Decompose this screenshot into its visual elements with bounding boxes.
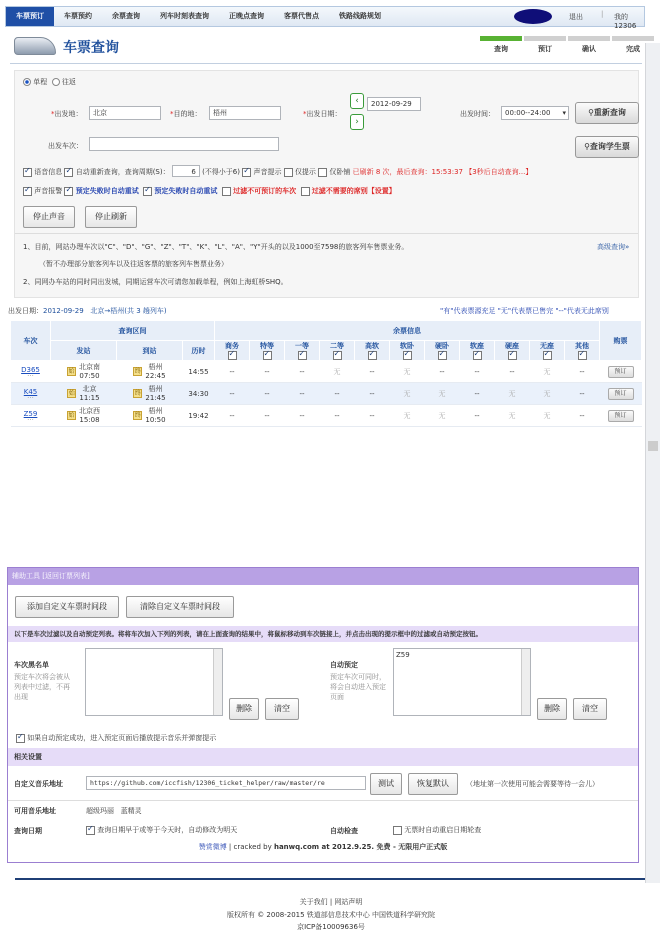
query-date-checkbox[interactable] [86, 826, 95, 835]
clear-period-button[interactable]: 清除自定义车票时间段 [126, 596, 234, 618]
retry-checkbox-2[interactable] [143, 187, 152, 196]
to-label-wrap: *目的地： [170, 110, 202, 118]
summary-date-label: 出发日期： [8, 307, 43, 315]
seat-availability: -- [460, 383, 495, 405]
end-station-icon: 终 [134, 368, 141, 375]
panel-divider [15, 233, 638, 234]
filter-unbookable-label: 过滤不可预订的车次 [233, 187, 297, 195]
seat-name: 无座 [540, 342, 554, 350]
to-input[interactable]: 梧州 [209, 106, 281, 120]
seat-availability: 无 [495, 405, 530, 427]
music-label: 自定义音乐地址 [14, 780, 63, 788]
table-row [11, 405, 642, 427]
trainno-input[interactable] [89, 137, 279, 151]
search-icon: ⚲ [588, 108, 594, 117]
retry-label-2: 预定失败时自动重试 [154, 187, 218, 195]
step-bar-done [612, 36, 654, 41]
blacklist-clear-button[interactable]: 清空 [265, 698, 299, 720]
auto-requery-checkbox[interactable] [64, 168, 73, 177]
related-settings: 相关设置 [8, 748, 638, 766]
success-option [16, 733, 216, 743]
footer-divider [15, 878, 645, 880]
tab-remaining[interactable]: 余票查询 [112, 12, 140, 20]
music-restore-button[interactable]: 恢复默认 [408, 773, 458, 795]
stop-sound-button[interactable]: 停止声音 [23, 206, 75, 228]
book-cell [600, 383, 642, 405]
single-radio[interactable] [23, 78, 31, 86]
time-value: 00:00--24:00 [505, 109, 551, 117]
start-station-icon: 始 [68, 390, 75, 397]
col-seat [495, 341, 530, 361]
col-duration: 历时 [183, 341, 215, 361]
cycle-hint: (不得小于6) [202, 168, 240, 176]
seat-availability: -- [355, 405, 390, 427]
trip-type [23, 77, 76, 87]
seat-filter-checkbox[interactable] [403, 351, 412, 360]
round-label: 往返 [61, 78, 76, 86]
seat-name: 二等 [330, 342, 344, 350]
seat-legend: "有"代表票源充足 "无"代表票已售完 "--"代表无此席别 [440, 307, 609, 315]
blacklist-delete-button[interactable]: 删除 [229, 698, 259, 720]
note-2: 2、同网办车站的同时同出发城，同期运营车次可请您加载单程，例如上海虹桥SHQ。 [23, 278, 288, 286]
seat-name: 高软 [365, 342, 379, 350]
seat-filter-checkbox[interactable] [368, 351, 377, 360]
seat-filter-checkbox[interactable] [333, 351, 342, 360]
seat-availability: 无 [390, 405, 425, 427]
scrollbar-thumb[interactable] [648, 441, 658, 451]
seat-availability: -- [320, 405, 355, 427]
voice-info-label: 语音信息 [34, 168, 63, 176]
note-1b: （暂不办理部分旅客列车以及往返客票的旅客列车售票业务） [39, 260, 228, 268]
book-cell [600, 361, 642, 383]
round-radio[interactable] [52, 78, 60, 86]
col-seat [530, 341, 565, 361]
redacted-username [514, 9, 552, 24]
to-time: 21:45 [145, 393, 166, 402]
train-number-cell [11, 383, 51, 405]
requery-button[interactable] [575, 102, 639, 124]
end-station-icon: 终 [134, 390, 141, 397]
seat-filter-checkbox[interactable] [473, 351, 482, 360]
autocheck-checkbox[interactable] [393, 826, 402, 835]
aux-head[interactable]: 辅助工具 [返回订票列表] [8, 568, 638, 585]
step-bar-query [480, 36, 522, 41]
seat-availability: 无 [530, 361, 565, 383]
avail-music-1[interactable]: 超级玛丽 [86, 807, 114, 815]
col-seat [320, 341, 355, 361]
options-row-1 [23, 165, 532, 177]
sound-alarm-checkbox[interactable] [23, 187, 32, 196]
to-time: 10:50 [145, 415, 166, 424]
date-label-wrap: *出发日期： [303, 110, 342, 118]
advanced-label: 高级查询 [597, 243, 625, 251]
book-button[interactable]: 预订 [608, 366, 634, 378]
col-range: 查询区间 [51, 321, 215, 341]
from-input[interactable]: 北京 [89, 106, 161, 120]
stop-refresh-button[interactable]: 停止刷新 [85, 206, 137, 228]
step-done: 完成 [626, 45, 640, 53]
query-date-opt-label: 查询日期早于或等于今天时，自动修改为明天 [97, 826, 238, 834]
from-station: 北京南 [79, 362, 100, 371]
from-time: 15:08 [79, 415, 100, 424]
seat-availability: -- [215, 361, 250, 383]
seat-availability: -- [425, 361, 460, 383]
seat-availability: -- [355, 361, 390, 383]
query-date-option [86, 825, 237, 835]
seat-filter-checkbox[interactable] [228, 351, 237, 360]
single-label: 单程 [33, 78, 48, 86]
seat-filter-checkbox[interactable] [298, 351, 307, 360]
step-confirm: 确认 [582, 45, 596, 53]
seat-filter-checkbox[interactable] [543, 351, 552, 360]
filter-seat-checkbox[interactable] [301, 187, 310, 196]
from-cell [51, 361, 117, 383]
seat-availability: 无 [425, 383, 460, 405]
train-number-link[interactable]: Z59 [23, 409, 38, 418]
book-button[interactable]: 预订 [608, 388, 634, 400]
seat-name: 商务 [225, 342, 239, 350]
tab-timetable[interactable]: 列车时刻表查询 [160, 12, 209, 20]
sound-prompt-label: 声音提示 [253, 168, 282, 176]
music-hint: （地址第一次使用可能会需要等待一会儿） [466, 780, 599, 788]
header-divider [10, 63, 642, 64]
page-title: 车票查询 [63, 40, 119, 56]
col-seat [285, 341, 320, 361]
time-select[interactable] [501, 106, 569, 120]
seat-availability: 无 [530, 405, 565, 427]
tab-route-plan[interactable]: 铁路线路规划 [339, 12, 381, 20]
to-time: 22:45 [145, 371, 166, 380]
seat-availability: -- [215, 405, 250, 427]
seat-availability: -- [460, 361, 495, 383]
seat-availability: -- [250, 405, 285, 427]
autobook-clear-button[interactable]: 清空 [573, 698, 607, 720]
col-seats: 余票信息 [215, 321, 600, 341]
credit-line [8, 842, 638, 852]
autocheck-opt-label: 无票时自动重启日期轮查 [404, 826, 482, 834]
from-time: 07:50 [79, 371, 100, 380]
filter-seat-label: 过滤不需要的席别【设置】 [311, 187, 396, 195]
col-seat [215, 341, 250, 361]
blacklist-scrollbar[interactable] [213, 649, 222, 715]
to-station: 梧州 [148, 362, 163, 371]
music-test-button[interactable]: 测试 [370, 773, 402, 795]
to-cell [117, 361, 183, 383]
sleeper-only-checkbox[interactable] [318, 168, 327, 177]
seat-availability: 无 [530, 383, 565, 405]
train-number-link[interactable]: D365 [21, 365, 40, 374]
to-cell [117, 383, 183, 405]
trainno-label: 出发车次： [48, 142, 83, 150]
next-date-button[interactable]: › [350, 114, 364, 130]
step-bar-confirm [568, 36, 610, 41]
from-label: 出发地： [54, 110, 83, 118]
seat-name: 软座 [470, 342, 484, 350]
nav-separator: | [601, 10, 604, 18]
seat-availability: -- [215, 383, 250, 405]
seat-availability: -- [460, 405, 495, 427]
train-logo-icon [14, 37, 56, 55]
step-book: 预订 [538, 45, 552, 53]
retry-label-1: 预定失败时自动重试 [75, 187, 139, 195]
note-1: 1、目前，网站办理车次以"C"、"D"、"G"、"Z"、"T"、"K"、"L"、"A"、"Y"开头的以及1000至7598的旅客列车售票业务。 [23, 243, 409, 251]
seat-availability: -- [250, 361, 285, 383]
from-station: 北京 [82, 384, 97, 393]
credit-c: hanwq.com at 2012.9.25. [273, 843, 375, 851]
seat-availability: -- [320, 383, 355, 405]
query-panel [14, 70, 639, 298]
refresh-status: 已刷新 8 次，最后查询：15:53:37 【3秒后自动查询...】 [352, 168, 533, 176]
to-station: 梧州 [148, 384, 163, 393]
step-bar-book [524, 36, 566, 41]
duration-cell: 19:42 [183, 405, 215, 427]
seat-availability: -- [355, 383, 390, 405]
blacklist-title: 车次黑名单 [14, 661, 49, 669]
sleeper-only-label: 仅卧铺 [329, 168, 351, 176]
sound-alarm-label: 声音报警 [34, 187, 63, 195]
to-cell [117, 405, 183, 427]
duration-cell: 34:30 [183, 383, 215, 405]
auto-requery-label: 自动重新查询，查询周期(S)： [75, 168, 170, 176]
credit-b: | cracked by [226, 843, 274, 851]
stop-dots: ··· [27, 371, 34, 380]
col-seat [565, 341, 600, 361]
results-table [10, 320, 642, 427]
summary-date: 2012-09-29 [43, 307, 84, 315]
seat-name: 硬座 [505, 342, 519, 350]
tab-agents[interactable]: 客票代售点 [284, 12, 319, 20]
autobook-title: 自动预定 [330, 661, 358, 669]
autobook-textarea[interactable] [393, 648, 531, 716]
start-station-icon: 始 [68, 368, 75, 375]
autocheck-label: 自动检查 [330, 827, 358, 835]
time-label: 出发时间： [460, 110, 495, 118]
retry-checkbox-1[interactable] [64, 187, 73, 196]
seat-availability: -- [285, 405, 320, 427]
requery-label: 重新查询 [593, 108, 626, 117]
seat-availability: -- [565, 383, 600, 405]
book-button[interactable]: 预订 [608, 410, 634, 422]
sound-prompt-checkbox[interactable] [242, 168, 251, 177]
seat-availability: -- [495, 361, 530, 383]
seat-name: 一等 [295, 342, 309, 350]
double-chevron-down-icon: » [625, 243, 630, 251]
col-seat [390, 341, 425, 361]
autobook-scrollbar[interactable] [521, 649, 530, 715]
seat-availability: 无 [425, 405, 460, 427]
aux-tip: 以下是车次过滤以及自动预定列表。将将车次加入下列的列表，请在上面查询的结果中，将鼠标移动到车次链接上，并点击出现的提示框中的过滤或自动预定按钮。 [8, 626, 638, 642]
prev-date-button[interactable]: ‹ [350, 93, 364, 109]
search-icon-2: ⚲ [584, 142, 590, 151]
seat-filter-checkbox[interactable] [508, 351, 517, 360]
student-query-button[interactable] [575, 136, 639, 158]
summary-route: 北京→梧州(共 3 趟列车) [90, 307, 167, 315]
logout-link[interactable]: 退出 [569, 13, 583, 21]
aux-divider-1 [8, 800, 638, 801]
col-from: 发站 [51, 341, 117, 361]
advanced-query-link[interactable] [597, 242, 629, 252]
start-station-icon: 始 [68, 412, 75, 419]
options-row-2 [23, 186, 396, 196]
seat-availability: -- [565, 405, 600, 427]
autobook-delete-button[interactable]: 删除 [537, 698, 567, 720]
blacklist-textarea[interactable] [85, 648, 223, 716]
table-row [11, 383, 642, 405]
from-time: 11:15 [79, 393, 100, 402]
seat-name: 特等 [260, 342, 274, 350]
tab-delay[interactable]: 正晚点查询 [229, 12, 264, 20]
seat-availability: -- [285, 361, 320, 383]
success-checkbox[interactable] [16, 734, 25, 743]
avail-music-2[interactable]: 蓝精灵 [120, 807, 142, 815]
student-label: 查询学生票 [589, 142, 630, 151]
seat-availability: -- [250, 383, 285, 405]
query-date-label: 查询日期 [14, 827, 42, 835]
footer-copyright: 版权所有 © 2008-2015 铁道部信息技术中心 中国铁道科学研究院 [226, 911, 436, 919]
col-trainno: 车次 [11, 321, 51, 361]
col-seat [250, 341, 285, 361]
end-station-icon: 终 [134, 412, 141, 419]
seat-name: 软卧 [400, 342, 414, 350]
train-number-link[interactable]: K45 [23, 387, 38, 396]
date-label: 出发日期： [306, 110, 342, 118]
to-station: 梧州 [148, 406, 163, 415]
stop-dots: ··· [27, 393, 34, 402]
seat-availability: 无 [495, 383, 530, 405]
voice-info-checkbox[interactable] [23, 168, 32, 177]
from-cell [51, 383, 117, 405]
from-cell [51, 405, 117, 427]
autocheck-option [393, 825, 481, 835]
autobook-value: Z59 [396, 651, 410, 659]
credit-weibo-link[interactable]: 赞赏微博 [198, 843, 227, 851]
table-row [11, 361, 642, 383]
seat-availability: -- [565, 361, 600, 383]
flicker-checkbox[interactable] [284, 168, 293, 177]
music-url-input[interactable]: https://github.com/iccfish/12306_ticket_helper/raw/master/re [86, 776, 366, 790]
avail-music-label: 可用音乐地址 [14, 807, 56, 815]
aux-tools-panel [7, 567, 639, 863]
seat-availability: 无 [390, 383, 425, 405]
footer-links[interactable]: 关于我们 | 网站声明 [299, 898, 363, 906]
page-scrollbar[interactable] [645, 43, 660, 883]
step-query: 查询 [494, 45, 508, 53]
from-station: 北京西 [79, 406, 100, 415]
top-nav [5, 6, 645, 30]
chevron-down-icon: ▾ [562, 109, 566, 117]
stop-dots: ··· [27, 415, 34, 424]
seat-filter-checkbox[interactable] [263, 351, 272, 360]
to-label: 目的地： [173, 110, 202, 118]
from-label-wrap: *出发地： [51, 110, 83, 118]
seat-name: 硬卧 [435, 342, 449, 350]
date-input[interactable]: 2012-09-29 [367, 97, 421, 111]
book-cell [600, 405, 642, 427]
blacklist-desc: 预定车次将会被从列表中过滤，不再出现 [14, 673, 70, 701]
cycle-input[interactable]: 6 [172, 165, 200, 177]
col-to: 到站 [117, 341, 183, 361]
my-12306-link[interactable]: 我的12306 [614, 13, 637, 30]
duration-cell: 14:55 [183, 361, 215, 383]
train-number-cell [11, 405, 51, 427]
flicker-label: 仅提示 [294, 168, 316, 176]
autobook-desc: 预定车次可同时，将会自动进入预定页面 [330, 673, 386, 701]
col-seat [425, 341, 460, 361]
col-buy: 购票 [600, 321, 642, 361]
seat-availability: 无 [320, 361, 355, 383]
seat-filter-checkbox[interactable] [578, 351, 587, 360]
seat-name: 其他 [575, 342, 589, 350]
seat-availability: 无 [390, 361, 425, 383]
seat-availability: -- [285, 383, 320, 405]
train-number-cell [11, 361, 51, 383]
seat-filter-checkbox[interactable] [438, 351, 447, 360]
col-seat [355, 341, 390, 361]
success-label: 如果自动预定成功，进入预定页面后播放提示音乐并弹窗提示 [27, 734, 217, 742]
tab-reserve[interactable]: 车票预约 [64, 12, 92, 20]
avail-music-list [86, 806, 142, 816]
filter-unbookable-checkbox[interactable] [222, 187, 231, 196]
col-seat [460, 341, 495, 361]
footer-icp: 京ICP备10009636号 [297, 923, 365, 931]
add-period-button[interactable]: 添加自定义车票时间段 [15, 596, 119, 618]
page-header [14, 33, 640, 61]
credit-d: 免费 - 无限用户正式版 [374, 843, 448, 851]
tab-book[interactable]: 车票预订 [6, 7, 54, 26]
